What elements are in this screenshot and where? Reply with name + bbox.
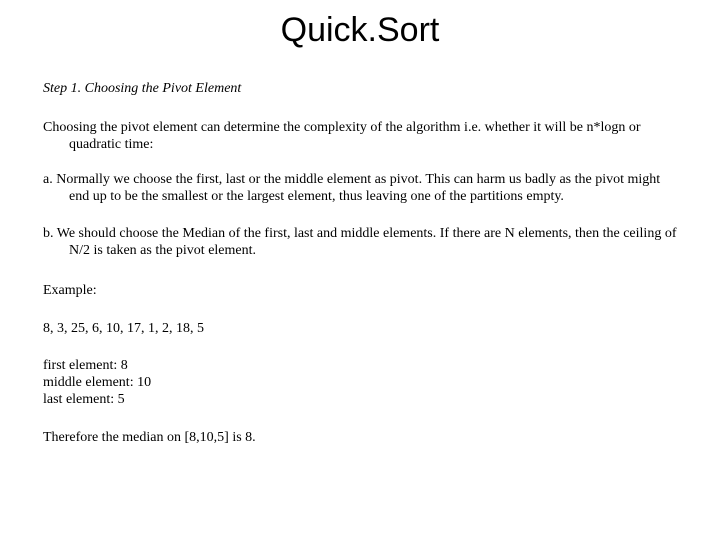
point-a-paragraph: a. Normally we choose the first, last or the middle element as pivot. This can harm us badly as the pivot might end up to be the smallest or the largest element, thus leaving one of the partitions empty.: [43, 172, 661, 204]
slide-body: [43, 80, 683, 446]
last-element-line: last element: 5: [43, 392, 125, 407]
example-sequence: 8, 3, 25, 6, 10, 17, 1, 2, 18, 5: [43, 321, 204, 336]
slide-title: Quick.Sort: [280, 11, 440, 49]
conclusion-line: Therefore the median on [8,10,5] is 8.: [43, 430, 256, 445]
middle-element-line: middle element: 10: [43, 375, 152, 390]
intro-paragraph: Choosing the pivot element can determine the complexity of the algorithm i.e. whether it will be n*logn or quadratic time:: [43, 120, 641, 152]
example-label: Example:: [43, 283, 97, 298]
step-heading: Step 1. Choosing the Pivot Element: [43, 81, 242, 96]
point-b-paragraph: b. We should choose the Median of the first, last and middle elements. If there are N elements, then the ceiling of N/2 is taken as the pivot element.: [43, 226, 677, 258]
first-element-line: first element: 8: [43, 358, 128, 373]
